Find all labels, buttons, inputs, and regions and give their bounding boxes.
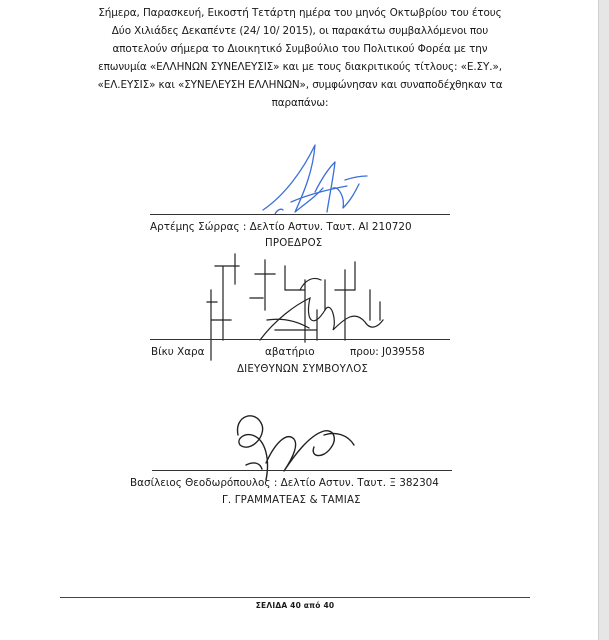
intro-line: «ΕΛ.ΕΥΣΙΣ» και «ΣΥΝΕΛΕΥΣΗ ΕΛΛΗΝΩΝ», συμφώνησαν και συναποδέχθηκαν τα [97,79,503,91]
signature-line [150,339,450,340]
signatory-name-id-left: Βίκυ Χαρα [151,346,205,358]
intro-line: επωνυμία «ΕΛΛΗΝΩΝ ΣΥΝΕΛΕΥΣΙΣ» και με τους διακριτικούς τίτλους: «Ε.ΣΥ.», [98,61,502,73]
signatory-name-id: Βασίλειος Θεοδωρόπουλος : Δελτίο Αστυν. Ταυτ. Ξ 382304 [130,477,439,489]
signatory-role: ΠΡΟΕΔΡΟΣ [265,238,323,249]
signatory-name-id: Αρτέμης Σώρρας : Δελτίο Αστυν. Ταυτ. ΑΙ 210720 [150,221,412,233]
signature-line [152,470,452,471]
signatory-role: ΔΙΕΥΘΥΝΩΝ ΣΥΜΒΟΥΛΟΣ [237,364,369,375]
intro-line: Σήμερα, Παρασκευή, Εικοστή Τετάρτη ημέρα του μηνός Οκτωβρίου του έτους [98,7,502,19]
signatory-name-id-mid: αβατήριο [265,346,315,358]
signatory-name-id-right: πρου: J039558 [350,346,425,358]
page-number: ΣΕΛΙΔΑ 40 από 40 [255,601,335,610]
intro-paragraph [60,4,540,112]
intro-line: αποτελούν σήμερα το Διοικητικό Συμβούλιο του Πολιτικού Φορέα με την [112,43,488,55]
signature-line [150,214,450,215]
intro-line: παραπάνω: [271,97,329,109]
footer-divider [60,597,530,598]
president-signature [255,140,395,220]
intro-line: Δύο Χιλιάδες Δεκαπέντε (24/ 10/ 2015), οι παρακάτω συμβαλλόμενοι που [111,25,489,37]
signatory-role: Γ. ΓΡΑΜΜΑΤΕΑΣ & ΤΑΜΙΑΣ [222,495,361,506]
viewer-edge [598,0,609,640]
